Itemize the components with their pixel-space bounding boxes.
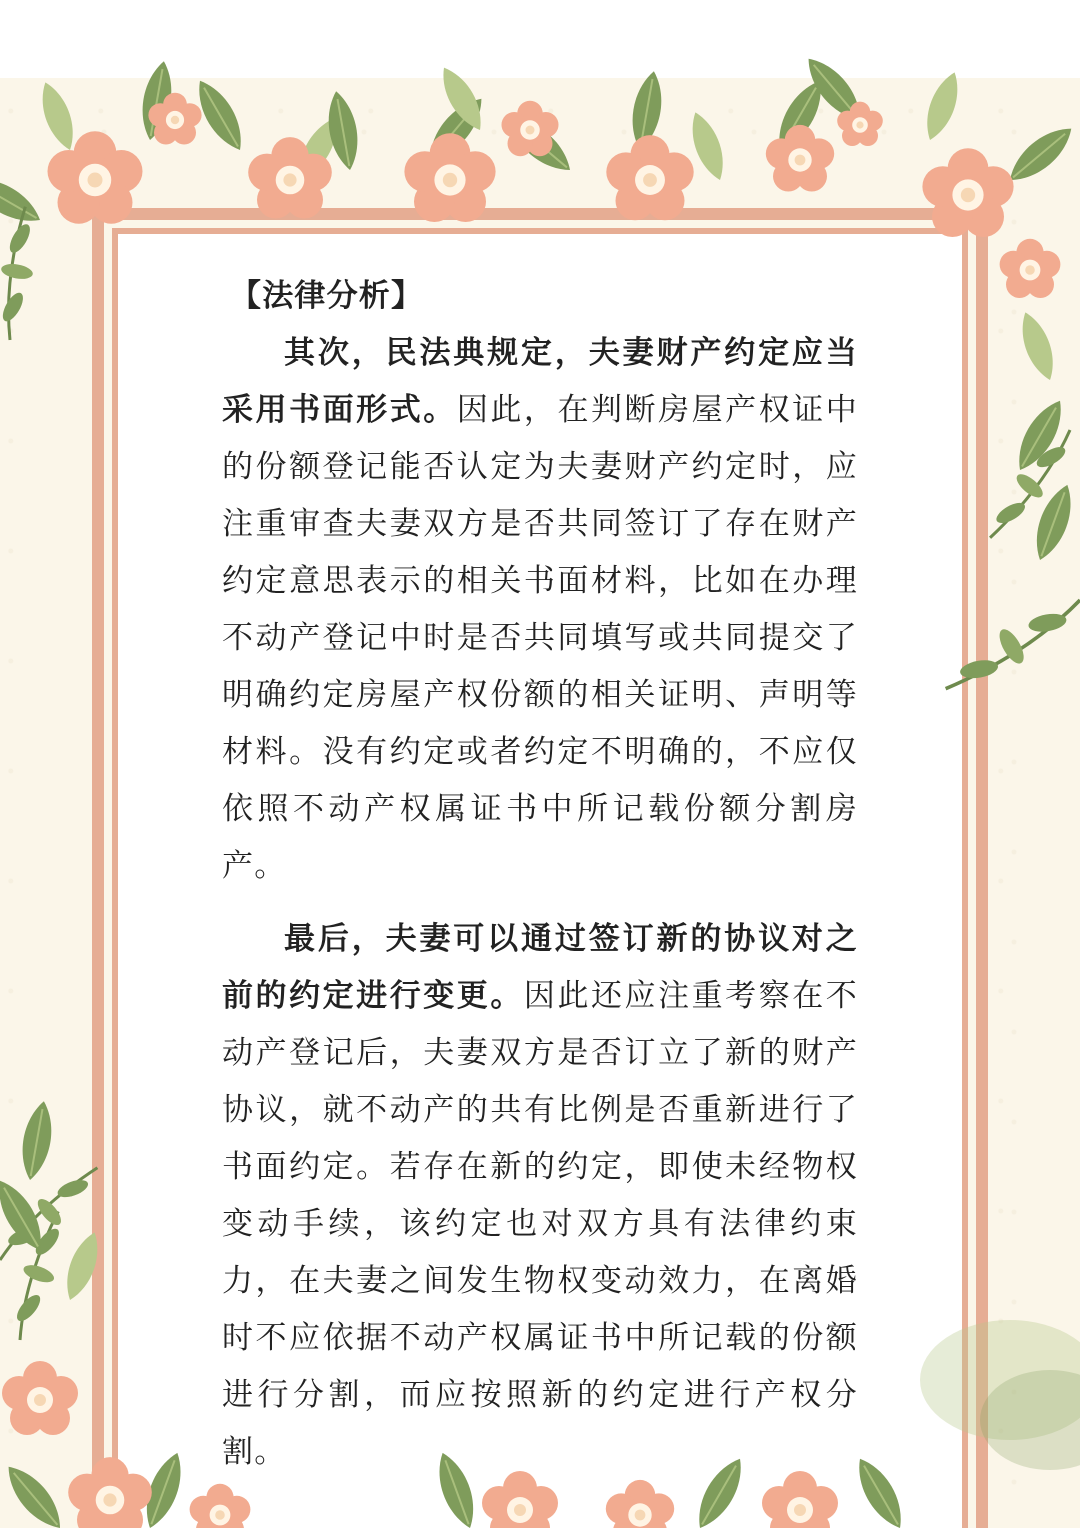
paragraph-body: 因此，在判断房屋产权证中的份额登记能否认定为夫妻财产约定时，应注重审查夫妻双方是否共同签订了存在财产约定意思表示的相关书面材料，比如在办理不动产登记中时是否共同填写或共同提交了明确约定房屋产权份额的相关证明、声明等材料。没有约定或者约定不明确的，不应仅依照不动产权属证书中所记载份额分割房产。 — [222, 392, 858, 884]
paragraph — [222, 911, 858, 1481]
document-body — [222, 268, 858, 1481]
paragraph-lead: 其次，民法典规定，夫妻财产约定应当采用书面形式。 — [222, 335, 858, 428]
paragraph — [222, 325, 858, 895]
paragraph-lead: 最后，夫妻可以通过签订新的协议对之前的约定进行变更。 — [222, 921, 858, 1014]
section-heading: 【法律分析】 — [230, 278, 424, 314]
paragraph-body: 因此还应注重考察在不动产登记后，夫妻双方是否订立了新的财产协议，就不动产的共有比例是否重新进行了书面约定。若存在新的约定，即使未经物权变动手续，该约定也对双方具有法律约束力，在夫妻之间发生物权变动效力，在离婚时不应依据不动产权属证书中所记载的份额进行分割，而应按照新的约定进行产权分割。 — [222, 978, 858, 1470]
